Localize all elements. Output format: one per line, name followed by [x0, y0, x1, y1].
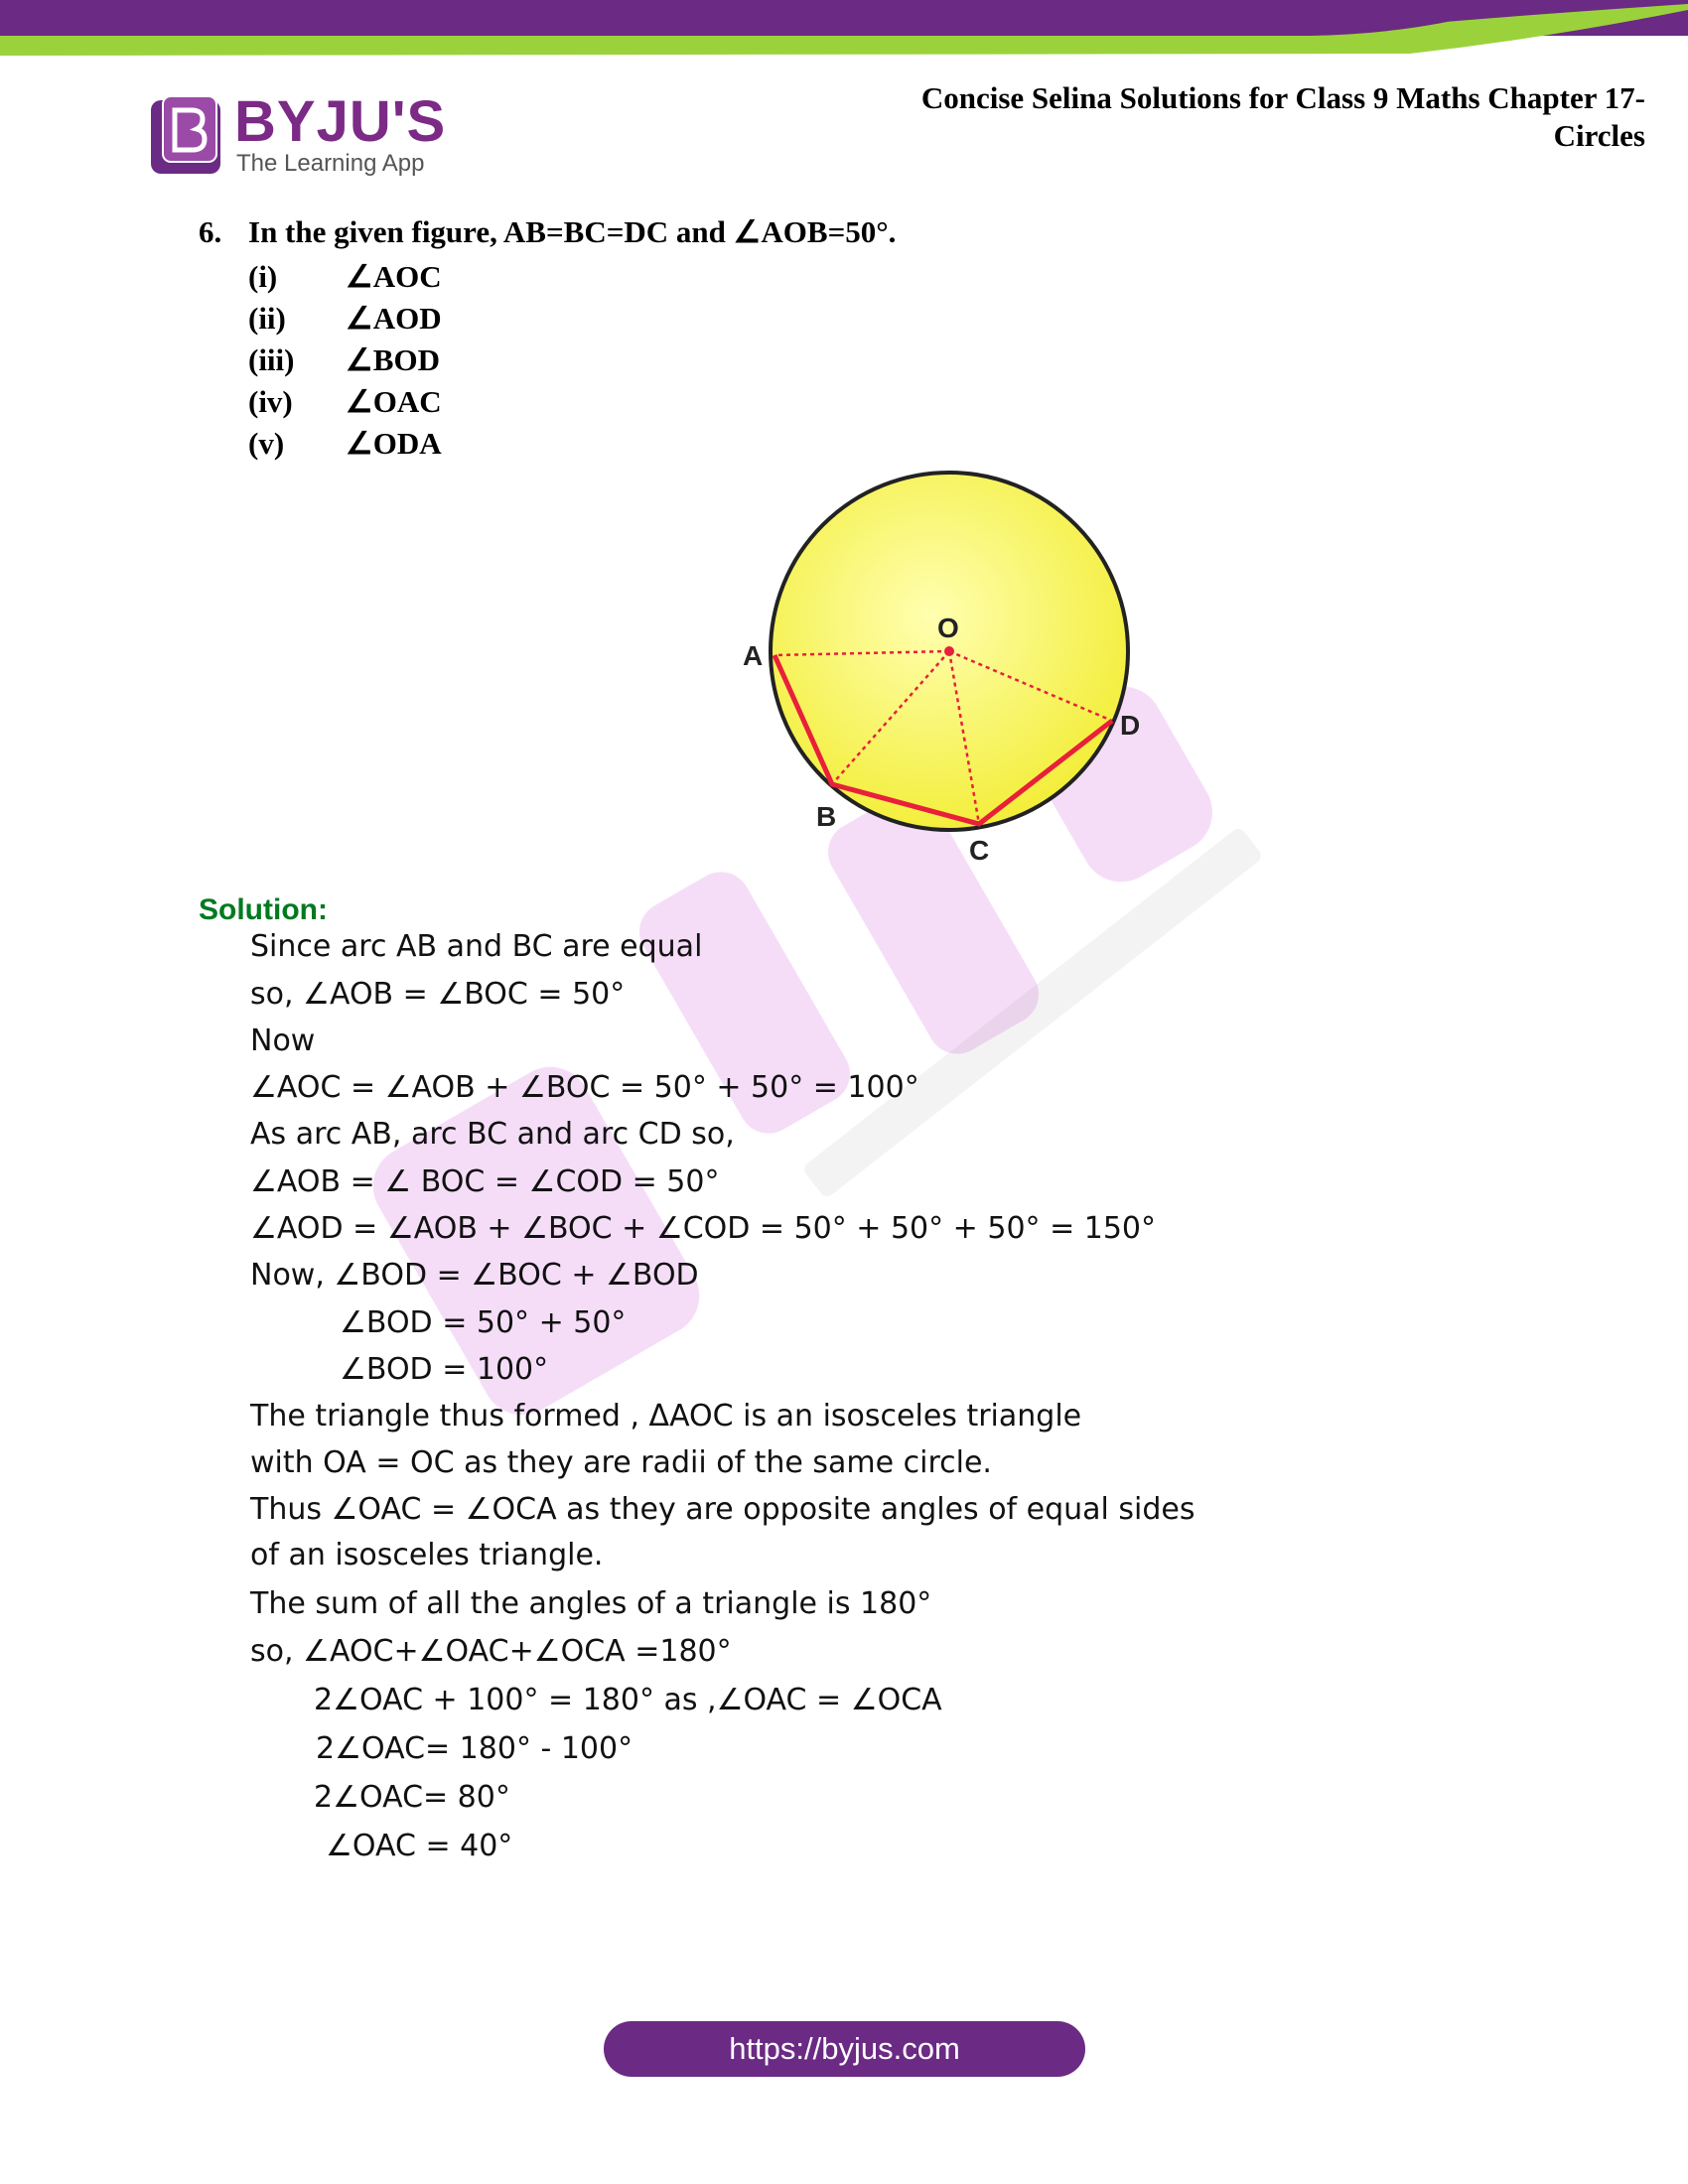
document-title-line2: Circles [1553, 118, 1645, 153]
question-part [248, 340, 442, 381]
label-c: C [969, 835, 990, 866]
byjus-logo [149, 89, 447, 184]
footer-url-link[interactable]: https://byjus.com [604, 2021, 1085, 2077]
solution-line: 2∠OAC= 80° [314, 1780, 510, 1815]
top-decorative-bar [0, 0, 1688, 60]
solution-line: The sum of all the angles of a triangle is 180° [250, 1586, 932, 1621]
solution-line: ∠AOC = ∠AOB + ∠BOC = 50° + 50° = 100° [250, 1070, 919, 1105]
solution-line: ∠AOD = ∠AOB + ∠BOC + ∠COD = 50° + 50° + 50° = 150° [250, 1211, 1156, 1246]
part-label: (i) [248, 259, 278, 294]
brand-subtitle: The Learning App [236, 150, 425, 177]
part-label: (iv) [248, 384, 293, 419]
part-text: ∠AOD [346, 301, 442, 336]
solution-line: so, ∠AOB = ∠BOC = 50° [250, 977, 626, 1012]
document-title [831, 79, 1645, 155]
solution-line: ∠BOD = 50° + 50° [340, 1305, 627, 1340]
part-text: ∠AOC [346, 259, 442, 294]
solution-line: so, ∠AOC+∠OAC+∠OCA =180° [250, 1634, 732, 1669]
solution-line: of an isosceles triangle. [250, 1538, 604, 1572]
solution-line: As arc AB, arc BC and arc CD so, [250, 1117, 735, 1152]
part-label: (v) [248, 426, 285, 461]
solution-line: Since arc AB and BC are equal [250, 929, 703, 964]
part-label: (iii) [248, 342, 295, 377]
solution-line: The triangle thus formed , ΔAOC is an isosceles triangle [250, 1399, 1082, 1433]
solution-line: Now, ∠BOD = ∠BOC + ∠BOD [250, 1258, 699, 1293]
solution-line: ∠OAC = 40° [326, 1829, 513, 1863]
brand-title: BYJU'S [234, 89, 447, 154]
question-part [248, 423, 442, 465]
solution-line: ∠BOD = 100° [340, 1352, 549, 1387]
circle-figure [725, 457, 1162, 884]
part-text: ∠OAC [346, 384, 442, 419]
label-b: B [816, 801, 837, 832]
solution-line: Now [250, 1024, 316, 1058]
byjus-logo-icon [149, 94, 224, 176]
question-statement [199, 214, 896, 250]
part-text: ∠BOD [346, 342, 440, 377]
question-part [248, 256, 442, 298]
solution-line: Thus ∠OAC = ∠OCA as they are opposite angles of equal sides [250, 1492, 1196, 1527]
solution-line: with OA = OC as they are radii of the same circle. [250, 1445, 992, 1480]
question-number: 6. [199, 214, 222, 249]
center-point [944, 646, 954, 656]
label-d: D [1120, 710, 1141, 741]
document-title-line1: Concise Selina Solutions for Class 9 Maths Chapter 17- [920, 80, 1645, 115]
solution-line: 2∠OAC= 180° - 100° [316, 1731, 633, 1766]
question-parts [248, 256, 442, 465]
question-part [248, 381, 442, 423]
question-text: In the given figure, AB=BC=DC and ∠AOB=50°. [248, 214, 897, 249]
solution-heading: Solution: [199, 893, 328, 926]
question-part [248, 298, 442, 340]
label-o: O [937, 613, 959, 643]
part-text: ∠ODA [346, 426, 442, 461]
solution-line: ∠AOB = ∠ BOC = ∠COD = 50° [250, 1164, 720, 1199]
part-label: (ii) [248, 301, 286, 336]
label-a: A [743, 640, 764, 671]
solution-line: 2∠OAC + 100° = 180° as ,∠OAC = ∠OCA [314, 1683, 942, 1717]
